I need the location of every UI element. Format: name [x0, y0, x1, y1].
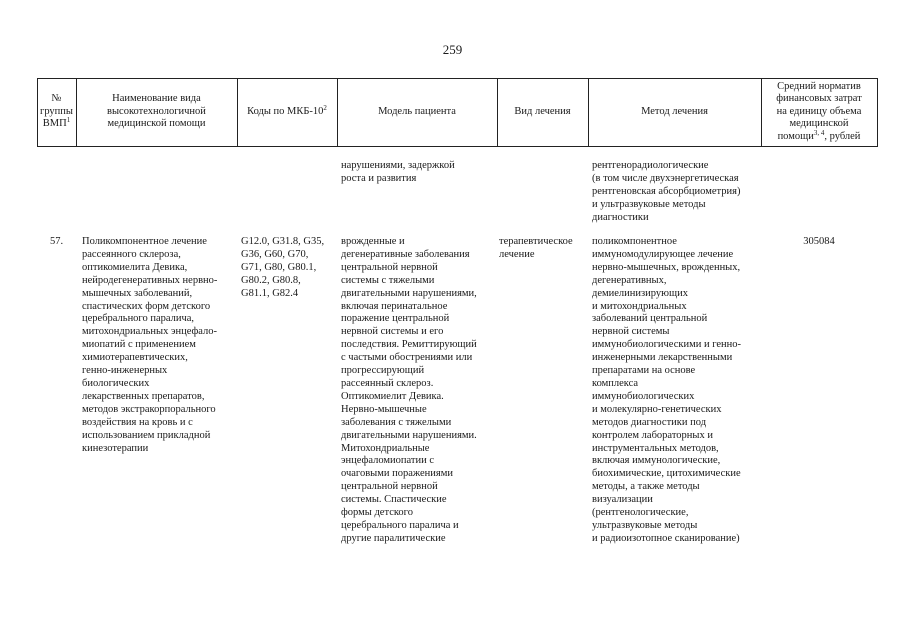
row-care-type: Поликомпонентное лечение рассеянного склероза, оптикомиелита Девика, нейродегенеративных нервно- мышечных заболеваний, спастических форм детского церебрального паралича, митохондриальных энцефало- миопатий с применением химиотерапевтических, генно-инженерных биологических лекарственных препаратов, методов экстракорпорального воздействия на кровь и с использованием прикладной кинезотерапии: [82, 236, 218, 454]
row-group-number: 57.: [49, 236, 64, 247]
row-treatment-type: терапевтическое лечение: [499, 236, 573, 260]
header-group-number: № группы ВМП$^1$: [40, 93, 73, 130]
header-cost-norm: Средний норматив финансовых затрат на единицу объема медицинской помощи$^{3, 4}$, рублей: [776, 80, 862, 142]
continuation-treatment-method: рентгенорадиологические (в том числе двухэнергетическая рентгеновская абсорбциометрия) и ультразвуковые методы диагностики: [592, 160, 741, 223]
page-number: 259: [442, 42, 463, 57]
row-icd-codes: G12.0, G31.8, G35, G36, G60, G70, G71, G80, G80.1, G80.2, G80.8, G81.1, G82.4: [241, 236, 325, 299]
header-icd-codes: Коды по МКБ-$10^2$: [247, 103, 327, 117]
header-treatment-method: Метод лечения: [641, 105, 708, 117]
continuation-patient-model: нарушениями, задержкой роста и развития: [341, 160, 455, 184]
header-divider: [877, 78, 878, 146]
row-cost-norm: 305084: [803, 236, 835, 247]
header-treatment-type: Вид лечения: [514, 105, 571, 117]
row-patient-model: врожденные и дегенеративные заболевания центральной нервной системы с тяжелыми двигательными нарушениями, включая перинатальное поражение центральной нервной системы и его последствия. Ремиттирующий с частыми обострениями или прогрессирующий рассеянный склероз. Оптикомиелит Девика. Нервно-мышечные заболевания с тяжелыми двигательными нарушениями. Митохондриальные энцефаломиопатии с очаговыми поражениями центральной нервной системы. Спастические формы детского церебрального паралича и другие паралитические: [341, 236, 477, 544]
header-bottom-rule: [37, 146, 878, 147]
row-treatment-method: поликомпонентное иммуномодулирующее лечение нервно-мышечных, врожденных, дегенеративных, демиелинизирующих и митохондриальных заболеваний центральной нервной системы иммунобиологическими и генно- инженерными лекарственными препаратами на основе комплекса иммунобиологических и молекулярно-генетических методов диагностики под контролем лабораторных и инструментальных методов, включая иммунологические, биохимические, цитохимические методы, а также методы визуализации (рентгенологические, ультразвуковые методы и радиоизотопное сканирование): [592, 236, 742, 544]
header-patient-model: Модель пациента: [378, 105, 456, 117]
header-care-type: Наименование вида высокотехнологичной медицинской помощи: [107, 93, 206, 130]
